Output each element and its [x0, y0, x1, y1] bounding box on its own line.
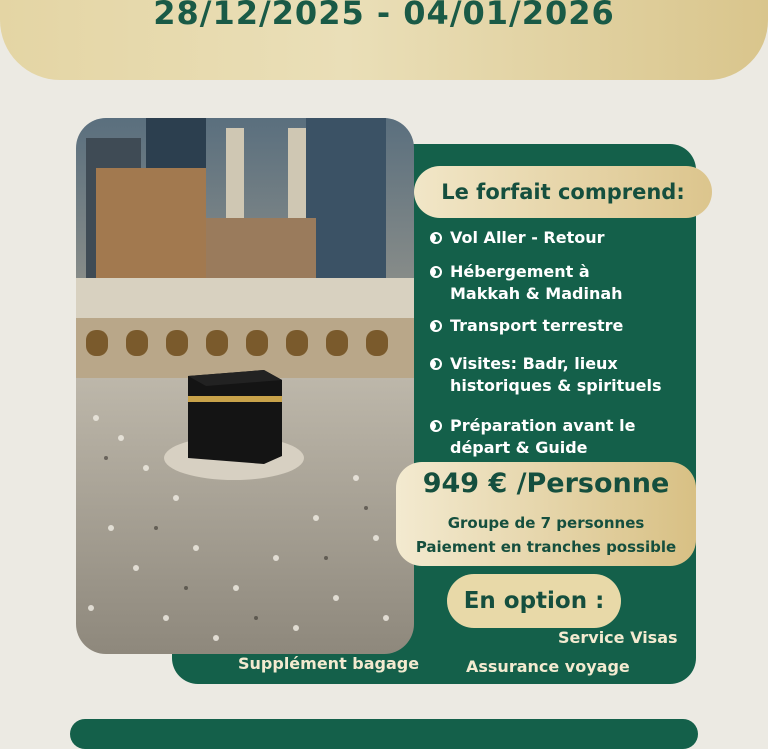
- option-insurance: Assurance voyage: [466, 657, 630, 676]
- bullet-icon: [430, 358, 442, 370]
- options-heading: En option :: [447, 574, 621, 628]
- feature-label: Hébergement à Makkah & Madinah: [450, 262, 623, 303]
- feature-item: [430, 315, 623, 337]
- price-box: [396, 462, 696, 566]
- kaaba-photo: [76, 118, 414, 654]
- group-size: Groupe de 7 personnes: [447, 514, 645, 532]
- price-label: 949 € /Personne: [422, 468, 670, 499]
- payment-terms: Paiement en tranches possible: [415, 538, 677, 556]
- feature-label: Préparation avant le départ & Guide: [450, 416, 636, 457]
- bullet-icon: [430, 320, 442, 332]
- header-banner: [0, 0, 768, 80]
- feature-label: Visites: Badr, lieux historiques & spirituels: [450, 354, 662, 395]
- feature-item: [430, 261, 623, 305]
- package-heading: Le forfait comprend:: [414, 166, 712, 218]
- feature-item: [430, 415, 635, 459]
- bottom-banner: [70, 719, 698, 749]
- bullet-icon: [430, 420, 442, 432]
- feature-item: [430, 353, 661, 397]
- feature-label: Transport terrestre: [450, 316, 624, 335]
- feature-item: [430, 227, 605, 249]
- option-visas: Service Visas: [558, 628, 678, 647]
- option-baggage: Supplément bagage: [238, 654, 420, 673]
- feature-label: Vol Aller - Retour: [450, 228, 605, 247]
- bullet-icon: [430, 232, 442, 244]
- bullet-icon: [430, 266, 442, 278]
- travel-dates: 28/12/2025 - 04/01/2026: [153, 0, 615, 32]
